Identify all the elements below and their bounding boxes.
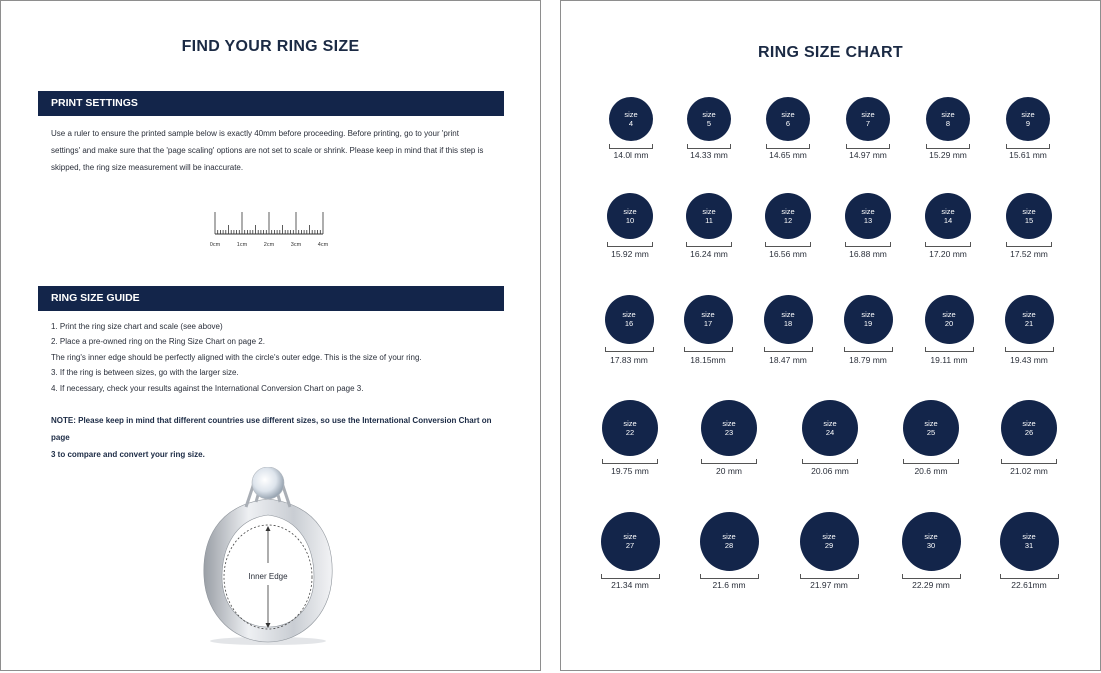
size-circle <box>601 512 660 571</box>
diameter-bracket <box>609 144 653 149</box>
size-circle <box>902 512 961 571</box>
size-circle <box>700 512 759 571</box>
size-number: 27 <box>625 541 635 550</box>
size-diameter-mm: 21.97 mm <box>810 580 848 590</box>
size-number: 26 <box>1024 428 1034 437</box>
size-diameter-mm: 22.29 mm <box>912 580 950 590</box>
print-settings-line: settings' and make sure that the 'page scaling' options are not set to scale or shrink. Please keep in mind that if this step is <box>51 146 484 155</box>
size-diameter-mm: 14.0l mm <box>613 150 649 160</box>
size-word: size <box>622 310 636 319</box>
diameter-bracket <box>700 574 759 579</box>
size-number: 11 <box>705 216 713 225</box>
page-title: RING SIZE CHART <box>758 44 903 61</box>
diameter-bracket <box>845 242 891 247</box>
ring-illustration <box>196 467 341 647</box>
size-diameter-mm: 14.65 mm <box>769 150 807 160</box>
size-circle <box>602 400 658 456</box>
size-number: 9 <box>1025 119 1031 128</box>
size-circle <box>605 295 654 344</box>
size-word: size <box>861 310 875 319</box>
size-word: size <box>861 207 875 216</box>
size-word: size <box>924 419 938 428</box>
size-word: size <box>941 207 955 216</box>
ruler-label: 4cm <box>317 242 329 248</box>
size-number: 22 <box>625 428 635 437</box>
diameter-bracket <box>687 144 731 149</box>
diameter-bracket <box>902 574 961 579</box>
guide-step: 1. Print the ring size chart and scale (see above) <box>51 322 223 331</box>
size-word: size <box>1022 207 1036 216</box>
size-circle <box>846 97 890 141</box>
size-word: size <box>1022 532 1036 541</box>
size-number: 31 <box>1024 541 1034 550</box>
size-circle <box>1001 400 1057 456</box>
size-circle <box>607 193 653 239</box>
diameter-bracket <box>925 347 974 352</box>
size-number: 8 <box>945 119 951 128</box>
size-diameter-mm: 16.56 mm <box>769 249 807 259</box>
ruler-label: 0cm <box>209 242 221 248</box>
size-diameter-mm: 18.15mm <box>690 355 726 365</box>
size-circle <box>925 193 971 239</box>
size-word: size <box>781 207 795 216</box>
size-word: size <box>623 532 637 541</box>
size-circle <box>802 400 858 456</box>
size-circle <box>1006 97 1050 141</box>
arrow-up-icon <box>266 526 271 531</box>
size-word: size <box>822 532 836 541</box>
guide-step: 4. If necessary, check your results against the International Conversion Chart on page 3. <box>51 383 364 393</box>
size-diameter-mm: 15.29 mm <box>929 150 967 160</box>
page-title: FIND YOUR RING SIZE <box>181 38 360 55</box>
size-diameter-mm: 14.33 mm <box>690 150 728 160</box>
size-diameter-mm: 20.6 mm <box>914 466 948 476</box>
diameter-bracket <box>701 459 757 464</box>
diameter-bracket <box>601 574 660 579</box>
diameter-bracket <box>844 347 893 352</box>
size-number: 16 <box>624 319 634 328</box>
size-circle <box>684 295 733 344</box>
diamond-icon <box>252 467 284 499</box>
ring-size-guide-heading: RING SIZE GUIDE <box>38 286 504 311</box>
size-word: size <box>1021 110 1035 119</box>
size-number: 25 <box>926 428 936 437</box>
print-settings-heading: PRINT SETTINGS <box>38 91 504 116</box>
diameter-bracket <box>846 144 890 149</box>
size-word: size <box>942 310 956 319</box>
size-diameter-mm: 22.61mm <box>1011 580 1047 590</box>
size-diameter-mm: 18.47 mm <box>769 355 807 365</box>
size-diameter-mm: 21.02 mm <box>1010 466 1048 476</box>
size-circle <box>845 193 891 239</box>
diameter-bracket <box>1006 144 1050 149</box>
guide-step: 3. If the ring is between sizes, go with the larger size. <box>51 368 239 378</box>
size-diameter-mm: 15.92 mm <box>611 249 649 259</box>
note-label: NOTE: <box>51 416 76 425</box>
size-word: size <box>781 310 795 319</box>
diameter-bracket <box>926 144 970 149</box>
note-text <box>51 412 503 463</box>
ruler-label: 1cm <box>236 242 248 248</box>
ruler-diagram <box>205 206 335 251</box>
guide-step: 2. Place a pre-owned ring on the Ring Size Chart on page 2. <box>51 337 265 347</box>
size-number: 29 <box>824 541 834 550</box>
size-diameter-mm: 20.06 mm <box>811 466 849 476</box>
size-number: 19 <box>863 319 873 328</box>
diameter-bracket <box>802 459 858 464</box>
diameter-bracket <box>903 459 959 464</box>
diameter-bracket <box>605 347 654 352</box>
note-text-2: 3 to compare and convert your ring size. <box>51 450 205 459</box>
size-word: size <box>702 207 716 216</box>
size-word: size <box>924 532 938 541</box>
size-word: size <box>623 419 637 428</box>
diameter-bracket <box>1006 242 1052 247</box>
size-word: size <box>702 110 716 119</box>
size-circle <box>1000 512 1059 571</box>
size-number: 12 <box>783 216 793 225</box>
size-circle <box>686 193 732 239</box>
size-number: 24 <box>825 428 835 437</box>
size-word: size <box>722 419 736 428</box>
size-word: size <box>861 110 875 119</box>
size-circle <box>1006 193 1052 239</box>
size-word: size <box>781 110 795 119</box>
size-circle <box>765 193 811 239</box>
size-word: size <box>823 419 837 428</box>
diameter-bracket <box>925 242 971 247</box>
size-number: 18 <box>783 319 793 328</box>
size-number: 17 <box>703 319 713 328</box>
size-diameter-mm: 14.97 mm <box>849 150 887 160</box>
size-diameter-mm: 18.79 mm <box>849 355 887 365</box>
diameter-bracket <box>602 459 658 464</box>
size-number: 30 <box>926 541 936 550</box>
guide-step: The ring's inner edge should be perfectly aligned with the circle's outer edge. This is the size of your ring. <box>51 352 422 362</box>
diameter-bracket <box>686 242 732 247</box>
diameter-bracket <box>765 242 811 247</box>
size-word: size <box>941 110 955 119</box>
size-word: size <box>1022 310 1036 319</box>
size-number: 28 <box>724 541 734 550</box>
size-diameter-mm: 16.88 mm <box>849 249 887 259</box>
size-number: 15 <box>1024 216 1034 225</box>
size-diameter-mm: 21.34 mm <box>611 580 649 590</box>
print-settings-line: skipped, the ring size measurement will be inaccurate. <box>51 163 244 172</box>
size-number: 14 <box>943 216 953 225</box>
size-circle <box>903 400 959 456</box>
size-word: size <box>623 207 637 216</box>
size-diameter-mm: 19.11 mm <box>930 355 968 365</box>
print-settings-line: Use a ruler to ensure the printed sample below is exactly 40mm before proceeding. Before printing, go to your 'print <box>51 129 459 138</box>
size-circle <box>1005 295 1054 344</box>
size-circle <box>609 97 653 141</box>
inner-edge-label: Inner Edge <box>248 572 288 581</box>
size-circle <box>800 512 859 571</box>
size-diameter-mm: 17.52 mm <box>1010 249 1048 259</box>
size-word: size <box>701 310 715 319</box>
size-number: 13 <box>863 216 873 225</box>
size-number: 7 <box>865 119 871 128</box>
size-number: 21 <box>1024 319 1034 328</box>
size-diameter-mm: 17.20 mm <box>929 249 967 259</box>
size-number: 5 <box>706 119 712 128</box>
diameter-bracket <box>764 347 813 352</box>
diameter-bracket <box>1000 574 1059 579</box>
diameter-bracket <box>1001 459 1057 464</box>
size-circle <box>764 295 813 344</box>
diameter-bracket <box>1005 347 1054 352</box>
size-number: 10 <box>625 216 635 225</box>
ring-size-guide-steps <box>51 319 503 396</box>
size-number: 6 <box>785 119 791 128</box>
size-number: 20 <box>944 319 954 328</box>
size-word: size <box>722 532 736 541</box>
size-diameter-mm: 17.83 mm <box>610 355 648 365</box>
size-circle <box>844 295 893 344</box>
size-number: 4 <box>628 119 634 128</box>
size-diameter-mm: 15.61 mm <box>1009 150 1047 160</box>
size-circle <box>701 400 757 456</box>
size-diameter-mm: 21.6 mm <box>712 580 746 590</box>
size-circle <box>925 295 974 344</box>
note-text-1: Please keep in mind that different countries use different sizes, so use the International Conversion Chart on page <box>51 416 492 442</box>
size-diameter-mm: 20 mm <box>716 466 742 476</box>
size-diameter-mm: 19.75 mm <box>611 466 649 476</box>
size-word: size <box>1022 419 1036 428</box>
diameter-bracket <box>684 347 733 352</box>
size-diameter-mm: 16.24 mm <box>690 249 728 259</box>
print-settings-text <box>51 125 503 176</box>
page-find-ring-size <box>0 0 541 671</box>
size-circle <box>687 97 731 141</box>
diameter-bracket <box>800 574 859 579</box>
size-circle <box>766 97 810 141</box>
page-ring-size-chart <box>560 0 1101 671</box>
size-word: size <box>624 110 638 119</box>
diameter-bracket <box>766 144 810 149</box>
ruler-label: 2cm <box>263 242 275 248</box>
size-diameter-mm: 19.43 mm <box>1010 355 1048 365</box>
size-circle <box>926 97 970 141</box>
size-number: 23 <box>724 428 734 437</box>
ruler-label: 3cm <box>290 242 302 248</box>
diameter-bracket <box>607 242 653 247</box>
